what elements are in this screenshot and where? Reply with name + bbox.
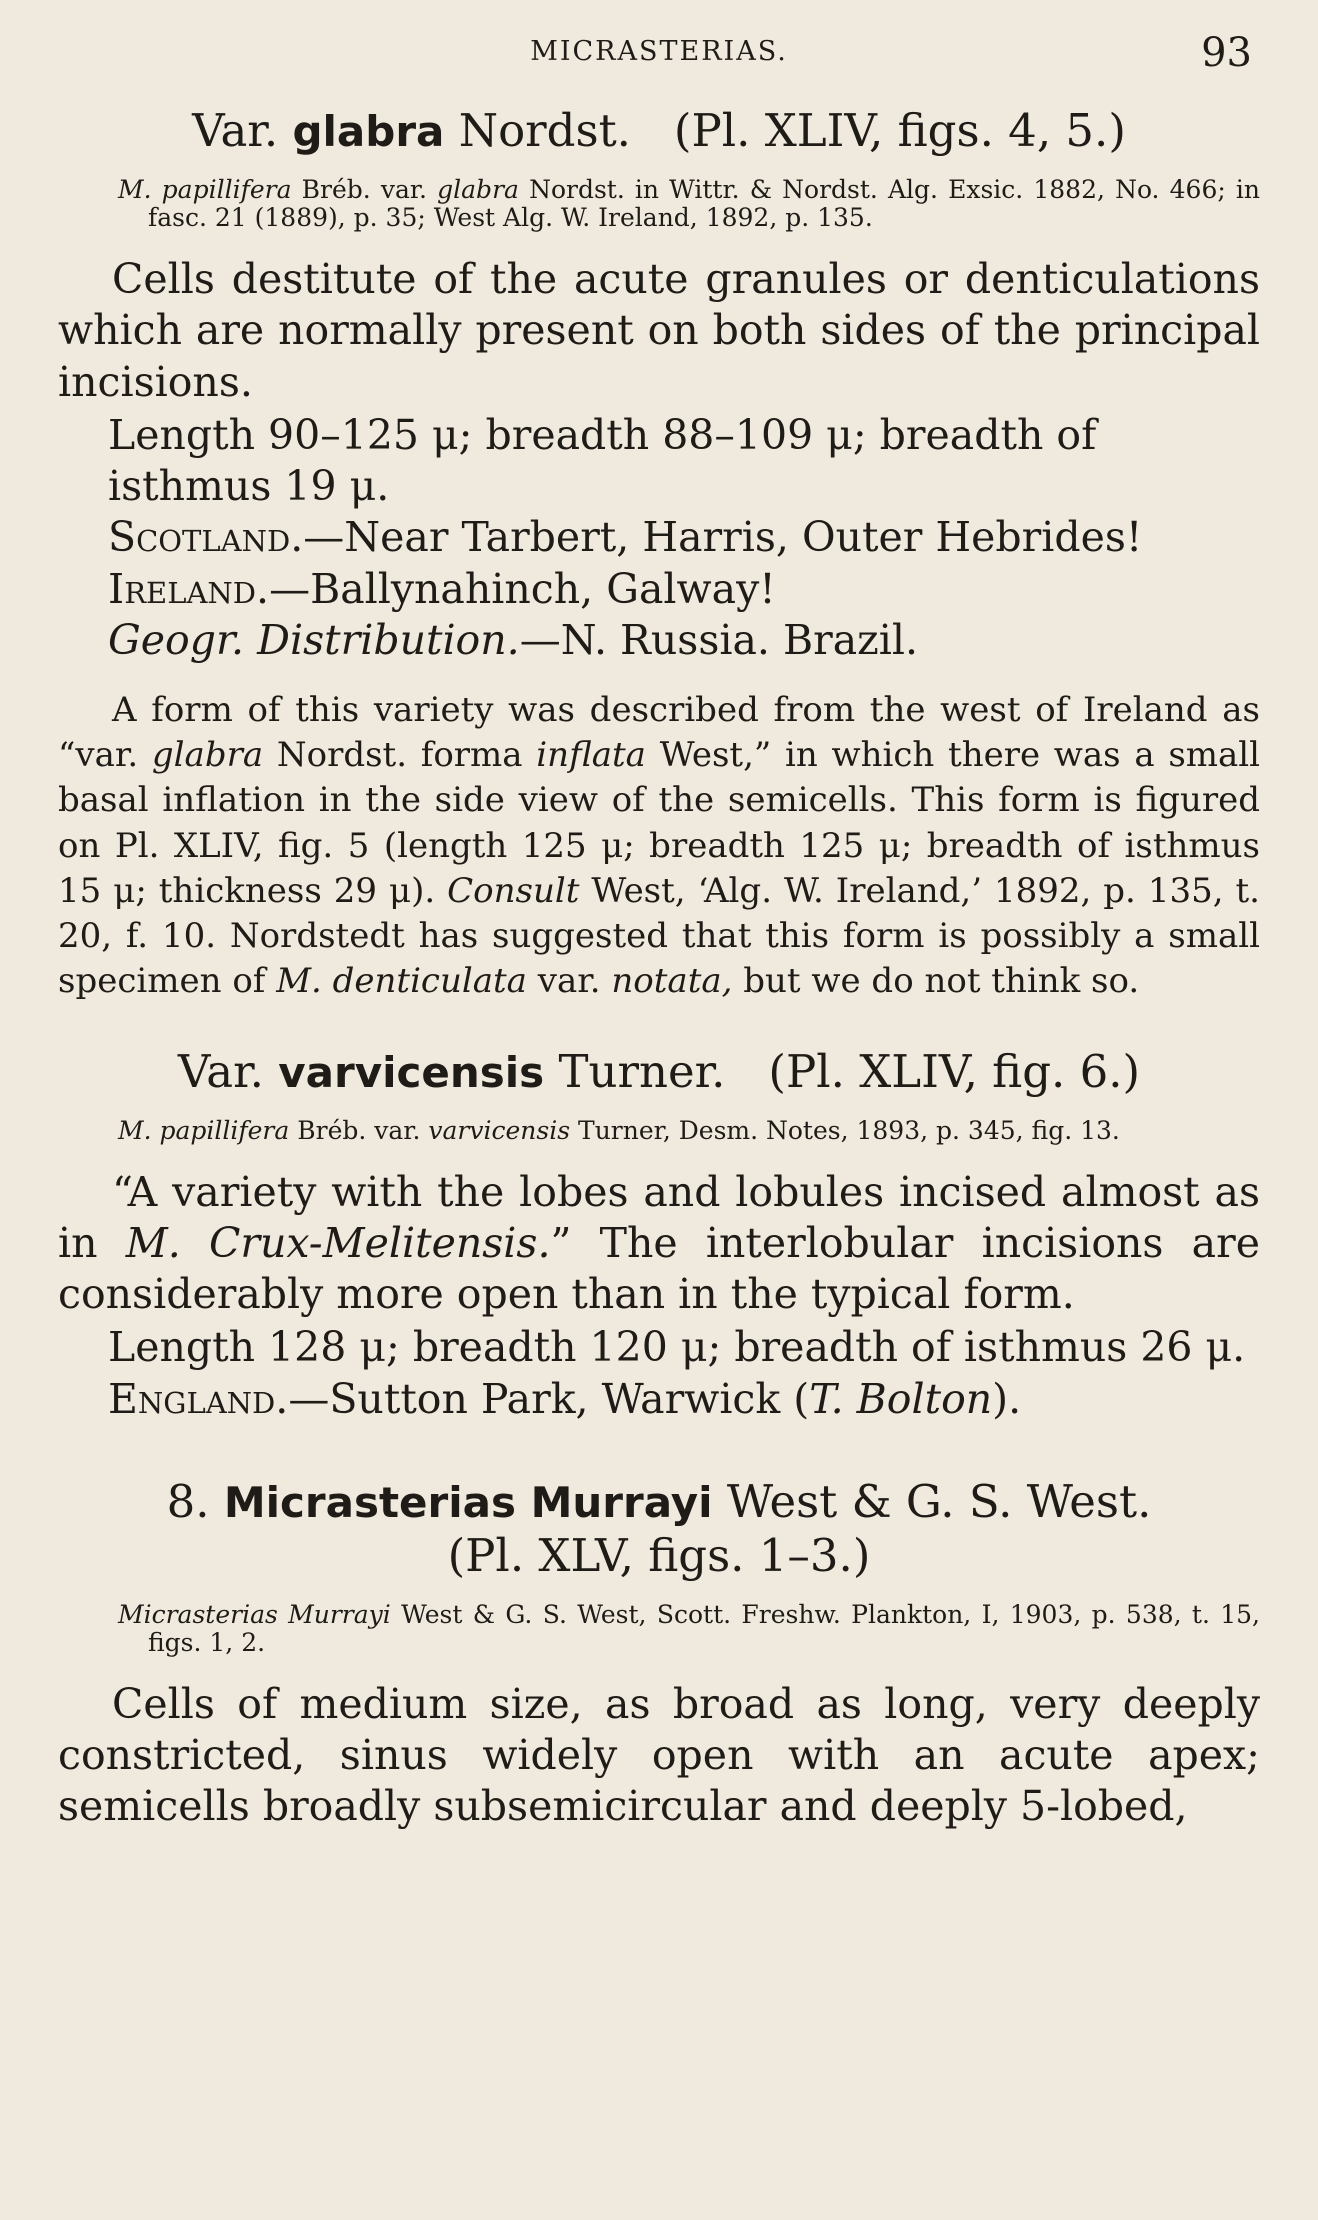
running-head-title: MICRASTERIAS. xyxy=(530,36,788,67)
region-name: Ireland. xyxy=(108,564,270,613)
region-name: Scotland. xyxy=(108,513,304,562)
measurements-glabra: Length 90–125 μ; breadth 88–109 μ; breadth of isthmus 19 μ. xyxy=(108,410,1097,510)
region-name: England. xyxy=(108,1374,289,1423)
note-text: A form of this variety was described from the west of Ireland as “var. xyxy=(58,690,1260,776)
heading-author: West & G. S. West. xyxy=(726,1474,1152,1528)
description-murrayi: Cells of medium size, as broad as long, very deeply constricted, sinus widely open with an acute apex; semicells broadly subsemicircular and deeply 5-lobed, xyxy=(58,1679,1260,1831)
note-italic: glabra xyxy=(151,735,264,776)
description-glabra: Cells destitute of the acute granules or denticulations which are normally present on both sides of the principal incisions. xyxy=(58,255,1260,406)
locality-scotland xyxy=(58,512,1260,563)
synonym-taxon: Micrasterias Murrayi xyxy=(118,1599,391,1629)
synonym-citation: Turner, Desm. Notes, 1893, p. 345, fig. 13. xyxy=(578,1115,1120,1145)
description-varvicensis xyxy=(58,1167,1260,1321)
synonym-text: Bréb. var. xyxy=(297,1115,421,1145)
variety-heading-varvicensis xyxy=(58,1045,1260,1099)
locality-ireland xyxy=(58,564,1260,615)
locality-text: —Near Tarbert, Harris, Outer Hebrides! xyxy=(303,513,1143,562)
note-glabra xyxy=(58,688,1260,1005)
note-italic: M. denticulata xyxy=(276,961,527,1002)
species-number: 8. xyxy=(166,1474,210,1528)
heading-author: Nordst. xyxy=(458,104,631,157)
geographic-distribution xyxy=(58,615,1260,666)
note-text: but we do not think so. xyxy=(743,961,1140,1002)
variety-heading-glabra xyxy=(58,104,1260,158)
synonym-text: Bréb. var. xyxy=(301,175,428,204)
heading-prefix: Var. xyxy=(192,104,279,157)
heading-plate-reference: (Pl. XLIV, fig. 6.) xyxy=(768,1044,1141,1098)
species-name: Micrasterias Murrayi xyxy=(223,1477,713,1527)
description-text: “A variety with the lobes and lobules incised almost as in xyxy=(58,1167,1260,1267)
note-italic: inflata xyxy=(536,735,646,776)
locality-england xyxy=(58,1374,1260,1425)
distribution-text: —N. Russia. Brazil. xyxy=(519,615,919,664)
variety-name: varvicensis xyxy=(278,1047,545,1097)
distribution-label: Geogr. Distribution. xyxy=(108,615,520,664)
synonym-variety: glabra xyxy=(437,175,519,204)
page-number: 93 xyxy=(1201,30,1252,76)
heading-author: Turner. xyxy=(558,1044,726,1098)
section-var-varvicensis xyxy=(58,1045,1260,1425)
species-heading-murrayi xyxy=(58,1475,1260,1529)
note-text: West, ‘Alg. W. Ireland,’ 1892, p. 135, t. 20, f. 10. Nordstedt has suggested that this form is possibly a small specimen of xyxy=(58,870,1260,1002)
measurements-varvicensis: Length 128 μ; breadth 120 μ; breadth of isthmus 26 μ. xyxy=(108,1323,1246,1372)
running-head xyxy=(58,30,1260,104)
synonym-taxon: M. papillifera xyxy=(118,1115,290,1145)
locality-text: —Sutton Park, Warwick ( xyxy=(288,1374,810,1423)
synonymy-murrayi xyxy=(58,1601,1260,1657)
note-text: Nordst. forma xyxy=(276,735,523,776)
synonym-variety: varvicensis xyxy=(428,1115,571,1145)
note-text: West,” in which there was a small basal inflation in the side view of the semicells. This form is figured on Pl. XLIV, fig. 5 (length 125 μ; breadth 125 μ; breadth of isthmus 15 μ; thickness 29 μ). xyxy=(58,735,1261,911)
section-micrasterias-murrayi xyxy=(58,1475,1260,1833)
locality-text: —Ballynahinch, Galway! xyxy=(269,564,776,613)
heading-plate-reference: (Pl. XLV, figs. 1–3.) xyxy=(447,1528,871,1582)
synonymy-varvicensis xyxy=(58,1117,1260,1145)
note-text: var. xyxy=(537,961,601,1002)
description-italic: M. Crux-Melitensis. xyxy=(125,1218,551,1267)
note-italic: notata, xyxy=(611,961,733,1002)
locality-text: ). xyxy=(992,1374,1022,1423)
heading-plate-reference: (Pl. XLIV, figs. 4, 5.) xyxy=(673,104,1126,157)
variety-name: glabra xyxy=(292,107,445,156)
heading-prefix: Var. xyxy=(177,1044,264,1098)
collector-name: T. Bolton xyxy=(809,1374,993,1423)
description-text: ” The interlobular incisions are considerably more open than in the typical form. xyxy=(58,1218,1260,1319)
synonym-taxon: M. papillifera xyxy=(118,175,292,204)
synonymy-glabra xyxy=(58,176,1260,232)
section-var-glabra xyxy=(58,104,1260,1005)
synonym-citation: West & G. S. West, Scott. Freshw. Plankton, I, 1903, p. 538, t. 15, figs. 1, 2. xyxy=(148,1599,1261,1657)
synonym-citation: Nordst. in Wittr. & Nordst. Alg. Exsic. 1882, No. 466; in fasc. 21 (1889), p. 35; West Alg. W. Ireland, 1892, p. 135. xyxy=(148,175,1260,232)
note-italic: Consult xyxy=(447,870,580,911)
